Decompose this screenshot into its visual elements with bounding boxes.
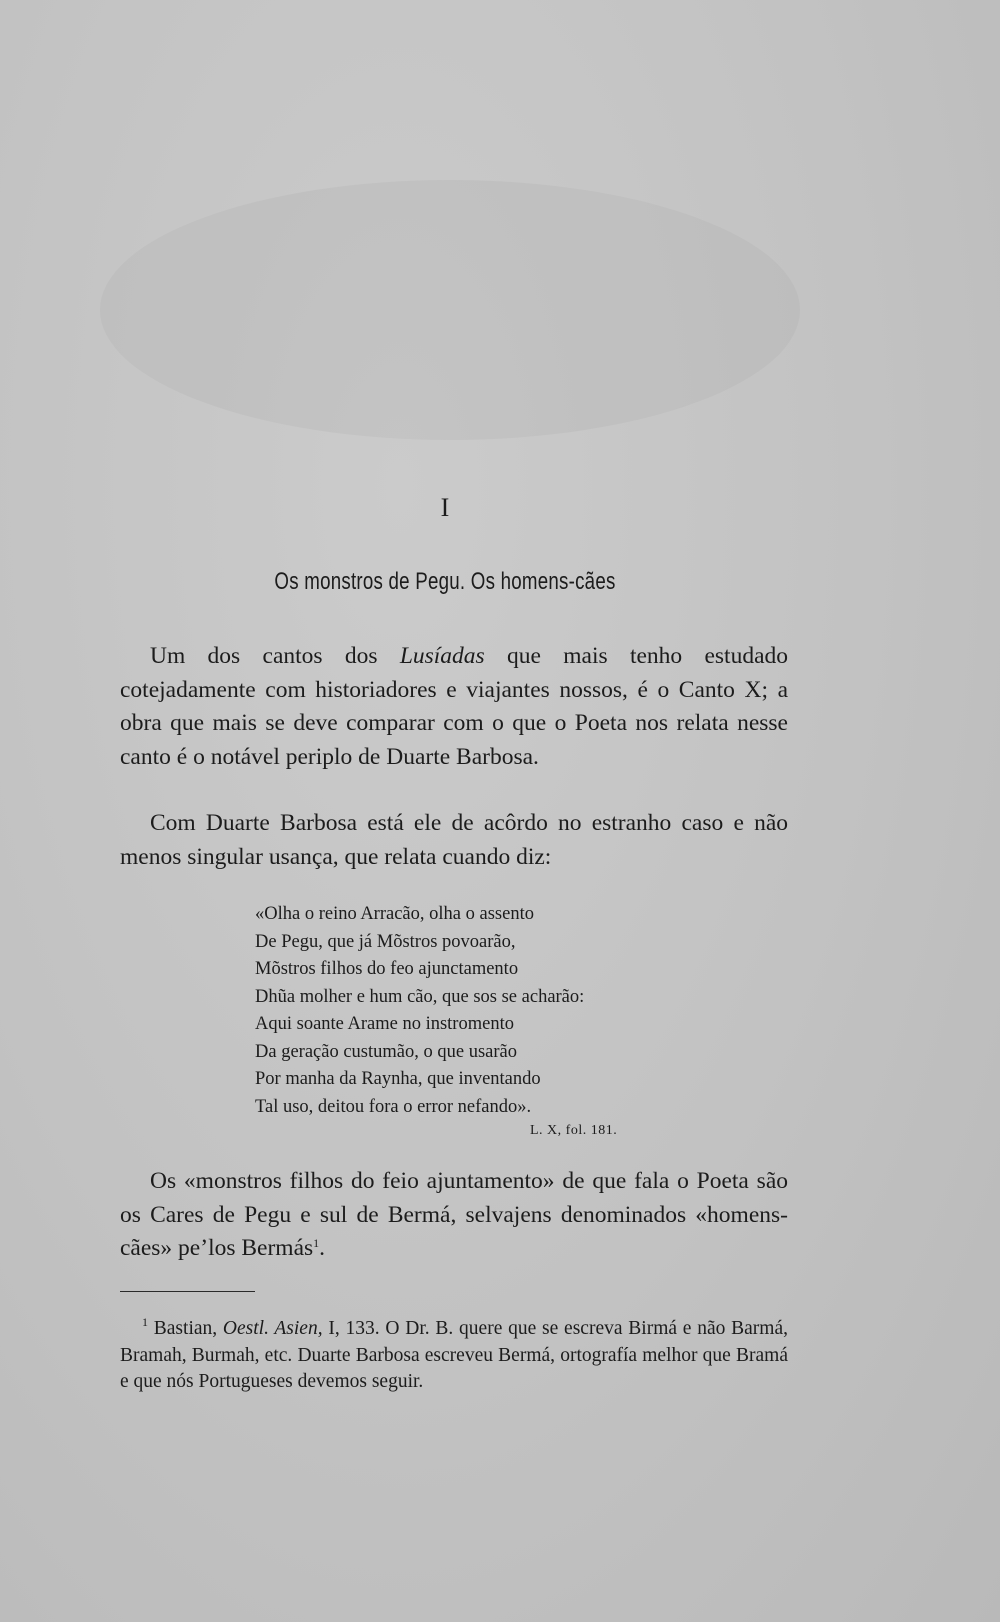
footnote-author: Bastian,	[148, 1318, 223, 1339]
paragraph-1-start: Um dos cantos dos	[150, 643, 400, 669]
footnote-reference[interactable]: 1	[313, 1236, 320, 1250]
verse-line: Dhũa molher e hum cão, que sos se acharão:	[255, 986, 585, 1007]
verse-line: Mõstros filhos do feo ajunctamento	[255, 959, 519, 979]
chapter-number: I	[440, 493, 450, 522]
verse-quotation	[255, 901, 705, 1121]
quote-source-citation: L. X, fol. 181.	[530, 1123, 618, 1138]
paragraph-1	[120, 640, 788, 774]
verse-line: De Pegu, que já Mõstros povoarão,	[255, 931, 516, 952]
paragraph-2: Com Duarte Barbosa está ele de acôrdo no estranho caso e não menos singular usança, que relata cuando diz:	[120, 810, 788, 870]
verse-line: Aqui soante Arame no instromento	[255, 1014, 514, 1034]
paragraph-3	[120, 1165, 788, 1266]
paragraph-1-rest: que mais tenho estudado cotejadamente com historiadores e viajantes nossos, é o Canto X; a obra que mais se deve comparar com o que o Poeta nos relata nesse canto é o notável periplo de Duarte Barbosa.	[120, 643, 788, 770]
verse-line: Da geração custumão, o que usarão	[255, 1041, 517, 1062]
chapter-title: Os monstros de Pegu. Os homens-cães	[274, 568, 616, 595]
footnote-work-title: Oestl. Asien,	[222, 1318, 323, 1339]
verse-line: Por manha da Raynha, que inventando	[255, 1069, 541, 1089]
paragraph-3-text: Os «monstros filhos do feio ajuntamento» de que fala o Poeta são os Cares de Pegu e sul de Bermá, selvajens denominados «homens-cães» pe’los Bermás	[120, 1168, 788, 1261]
footnote-divider	[120, 1291, 255, 1292]
footnote-text: I, 133. O Dr. B. quere que se escreva Birmá e não Barmá, Bramah, Burmah, etc. Duarte Barbosa escreveu Bermá, ortografía melhor que Bramá e que nós Portugueses devemos seguir.	[120, 1318, 788, 1392]
bleed-through-shadow	[100, 180, 800, 440]
verse-line: «Olha o reino Arracão, olha o assento	[255, 904, 534, 924]
work-title-lusiadas: Lusíadas	[399, 643, 485, 669]
footnote-marker: 1	[142, 1315, 148, 1329]
paragraph-3-end: .	[319, 1235, 326, 1261]
footnote	[120, 1316, 788, 1396]
verse-line: Tal uso, deitou fora o error nefando».	[255, 1096, 532, 1117]
